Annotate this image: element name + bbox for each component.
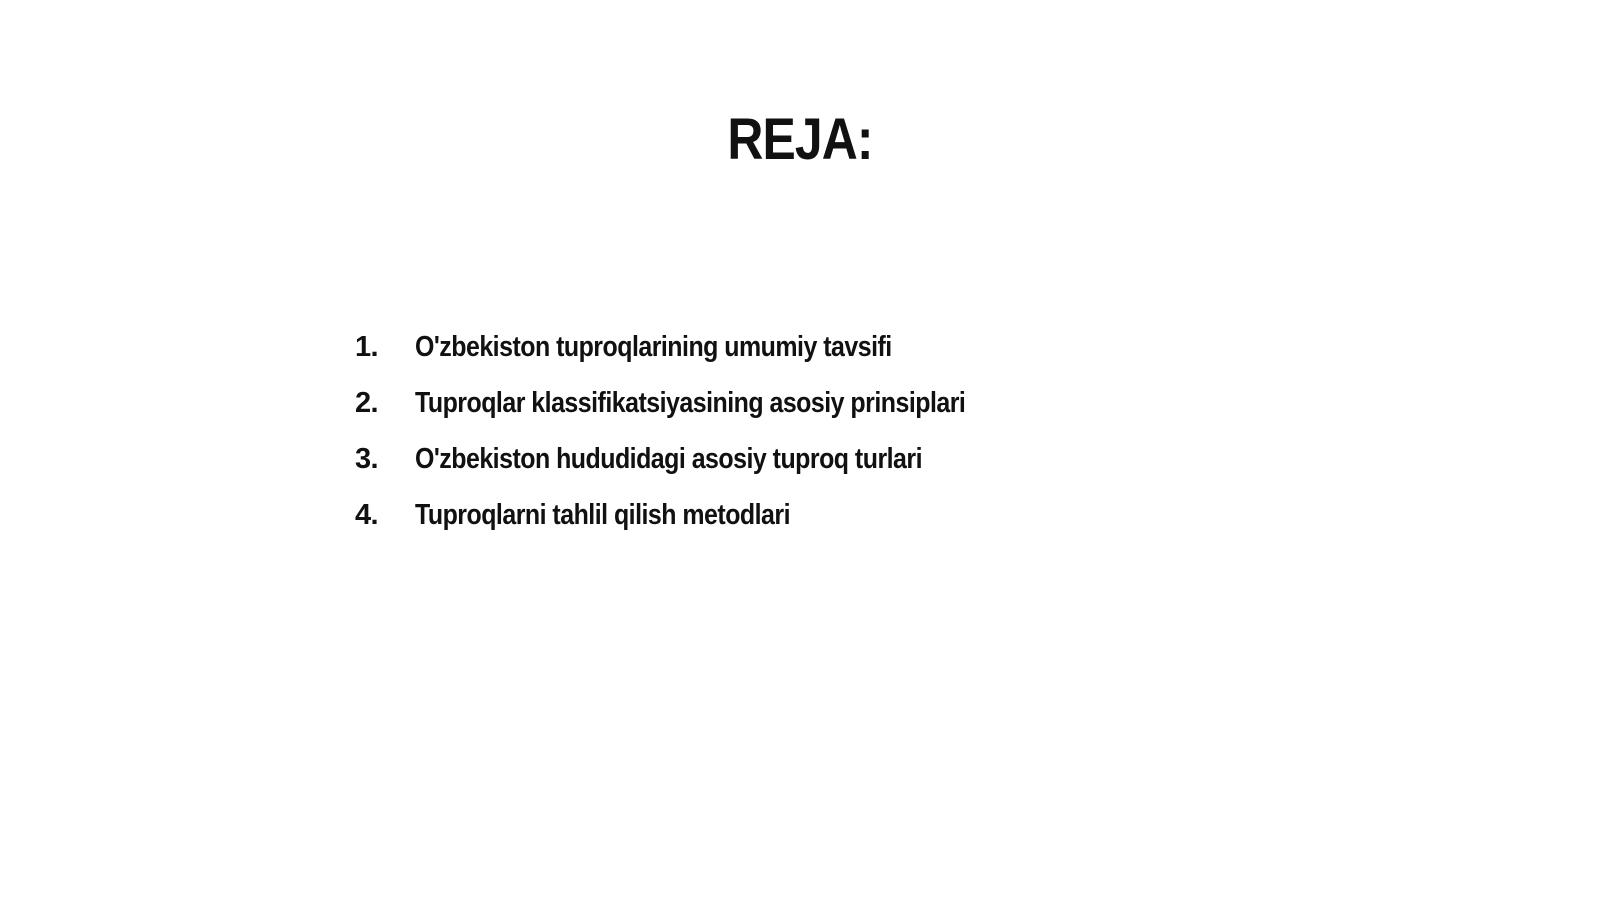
plan-list	[355, 327, 1055, 551]
plan-item-number: 1.	[355, 331, 378, 363]
plan-item-2	[355, 383, 1055, 439]
plan-item-4	[355, 495, 1055, 551]
plan-item-number: 2.	[355, 387, 378, 419]
plan-item-text: Tuproqlar klassifikatsiyasining asosiy prinsiplari	[415, 387, 966, 419]
plan-item-number: 4.	[355, 499, 378, 531]
plan-item-text: Tuproqlarni tahlil qilish metodlari	[415, 499, 791, 531]
plan-item-text: O'zbekiston tuproqlarining umumiy tavsifi	[415, 331, 892, 363]
slide-title: REJA:	[727, 107, 873, 172]
plan-item-3	[355, 439, 1055, 495]
plan-item-number: 3.	[355, 443, 378, 475]
plan-item-1	[355, 327, 1055, 383]
plan-item-text: O'zbekiston hududidagi asosiy tuproq turlari	[415, 443, 923, 475]
